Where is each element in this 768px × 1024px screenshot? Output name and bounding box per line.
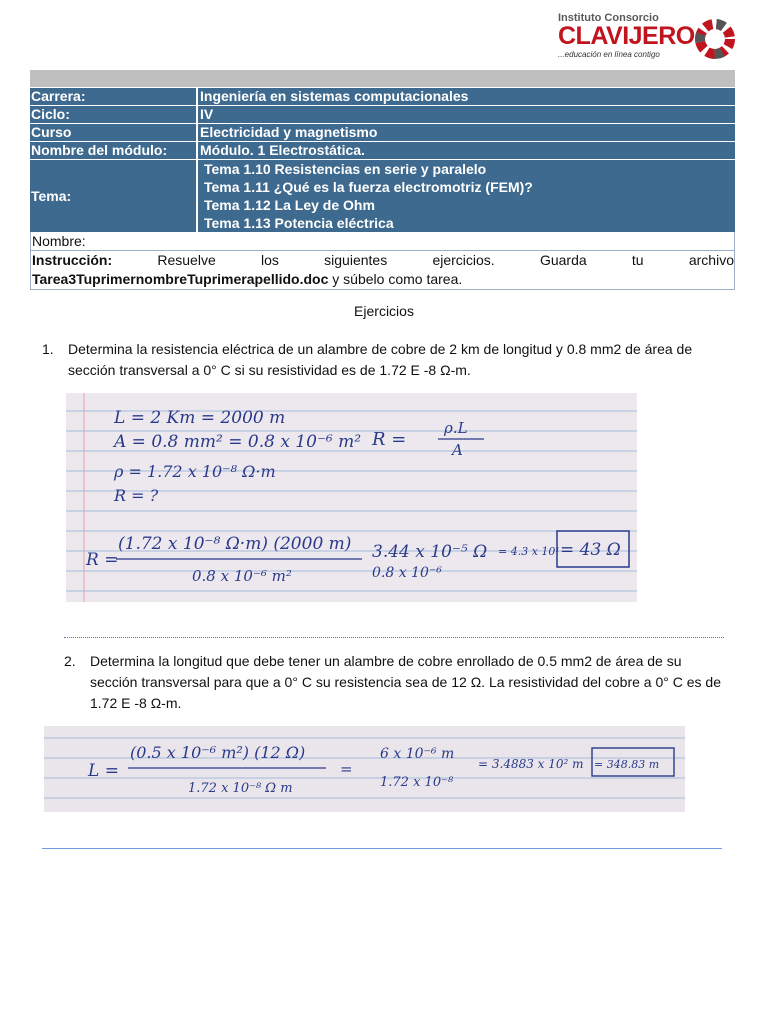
hw1-mid-num: 3.44 x 10⁻⁵ Ω <box>372 542 488 562</box>
hw1-line-3: ρ = 1.72 x 10⁻⁸ Ω·m <box>114 462 276 481</box>
row-value: Ingeniería en sistemas computacionales <box>198 88 735 105</box>
hw2-equals: = <box>340 760 353 778</box>
logo-tagline: ...educación en línea contigo <box>558 50 660 59</box>
nombre-row <box>30 232 735 251</box>
hw1-formula-num: ρ.L <box>444 419 468 437</box>
instruction-word: ejercicios. <box>432 252 495 268</box>
hw1-line-2: A = 0.8 mm² = 0.8 x 10⁻⁶ m² <box>114 432 362 452</box>
tema-item: Tema 1.10 Resistencias en serie y paralelo <box>204 161 487 177</box>
hw2-mid-num: 6 x 10⁻⁶ m <box>380 746 455 762</box>
section-divider-solid <box>42 848 722 849</box>
section-title: Ejercicios <box>354 303 414 319</box>
hw2-den: 1.72 x 10⁻⁸ Ω m <box>188 781 293 796</box>
instruction-tail: y súbelo como tarea. <box>328 271 463 287</box>
hw2-result: = 348.83 m <box>594 758 660 771</box>
tema-list <box>198 160 735 232</box>
tema-item: Tema 1.12 La Ley de Ohm <box>204 197 375 213</box>
tema-item: Tema 1.13 Potencia eléctrica <box>204 215 394 231</box>
question-2 <box>64 651 732 714</box>
question-number: 2. <box>64 653 76 669</box>
course-info-table <box>30 70 735 290</box>
gear-emblem-icon <box>692 16 738 62</box>
hw1-result: = 43 Ω <box>560 540 621 560</box>
hw2-num: (0.5 x 10⁻⁶ m²) (12 Ω) <box>130 743 306 762</box>
instruction-word: Resuelve <box>157 252 216 268</box>
instruction-word: siguientes <box>324 252 388 268</box>
hw2-eq: = 3.4883 x 10² m <box>478 757 584 771</box>
handwritten-solution-2 <box>44 726 685 812</box>
table-row-tema <box>30 159 735 232</box>
logo-top-text: Instituto Consorcio <box>558 12 659 24</box>
hw1-small: = 4.3 x 10¹ <box>498 545 560 558</box>
table-row-curso <box>30 123 735 141</box>
instruction-word: tu <box>631 252 644 268</box>
instruction-label: Instrucción: <box>32 252 113 268</box>
instruction-word: archivo <box>688 252 734 268</box>
hw2-mid-den: 1.72 x 10⁻⁸ <box>380 775 454 790</box>
institute-logo <box>558 12 738 64</box>
row-value: Electricidad y magnetismo <box>198 124 735 141</box>
table-row-carrera <box>30 87 735 105</box>
hw1-formula-lhs: R = <box>372 429 407 450</box>
question-1 <box>42 339 732 381</box>
hw1-calc-lhs: R = <box>86 550 119 570</box>
question-text: Determina la resistencia eléctrica de un alambre de cobre de 2 km de longitud y 0.8 mm2 de área de sección transversal a 0° C si su resistividad es de 1.72 E -8 Ω-m. <box>68 341 693 378</box>
row-label: Curso <box>30 124 198 141</box>
hw2-lhs: L = <box>88 761 119 781</box>
instruction-line-2 <box>32 270 734 289</box>
row-label: Carrera: <box>30 88 198 105</box>
question-text: Determina la longitud que debe tener un alambre de cobre enrollado de 0.5 mm2 de área de su sección transversal para que a 0° C su resistencia sea de 12 Ω. La resistividad del cobre a 0° C es de 1.72 E -8 Ω-m. <box>90 653 721 711</box>
instruction-row <box>30 251 735 290</box>
hw1-line-4: R = ? <box>114 486 159 505</box>
nombre-label: Nombre: <box>32 233 86 249</box>
tema-item: Tema 1.11 ¿Qué es la fuerza electromotriz (FEM)? <box>204 179 533 195</box>
row-label: Nombre del módulo: <box>30 142 198 159</box>
filename: Tarea3TuprimernombreTuprimerapellido.doc <box>32 271 329 287</box>
row-value: Módulo. 1 Electrostática. <box>198 142 735 159</box>
hw1-mid-den: 0.8 x 10⁻⁶ <box>372 565 442 581</box>
question-number: 1. <box>42 341 54 357</box>
hw1-calc-num: (1.72 x 10⁻⁸ Ω·m) (2000 m) <box>118 534 352 554</box>
instruction-word: Guarda <box>539 252 587 268</box>
row-label: Tema: <box>30 160 198 232</box>
row-value: IV <box>198 106 735 123</box>
hw1-formula-den: A <box>452 441 463 459</box>
logo-brand: CLAVIJERO <box>558 22 695 50</box>
instruction-line <box>32 251 734 270</box>
table-row-ciclo <box>30 105 735 123</box>
handwritten-solution-1 <box>66 393 637 602</box>
instruction-word: los <box>261 252 279 268</box>
row-label: Ciclo: <box>30 106 198 123</box>
hw1-line-1: L = 2 Km = 2000 m <box>114 408 286 428</box>
hw1-calc-den: 0.8 x 10⁻⁶ m² <box>192 567 292 585</box>
section-divider-dotted <box>64 637 724 638</box>
table-top-bar <box>30 70 735 87</box>
table-row-modulo <box>30 141 735 159</box>
